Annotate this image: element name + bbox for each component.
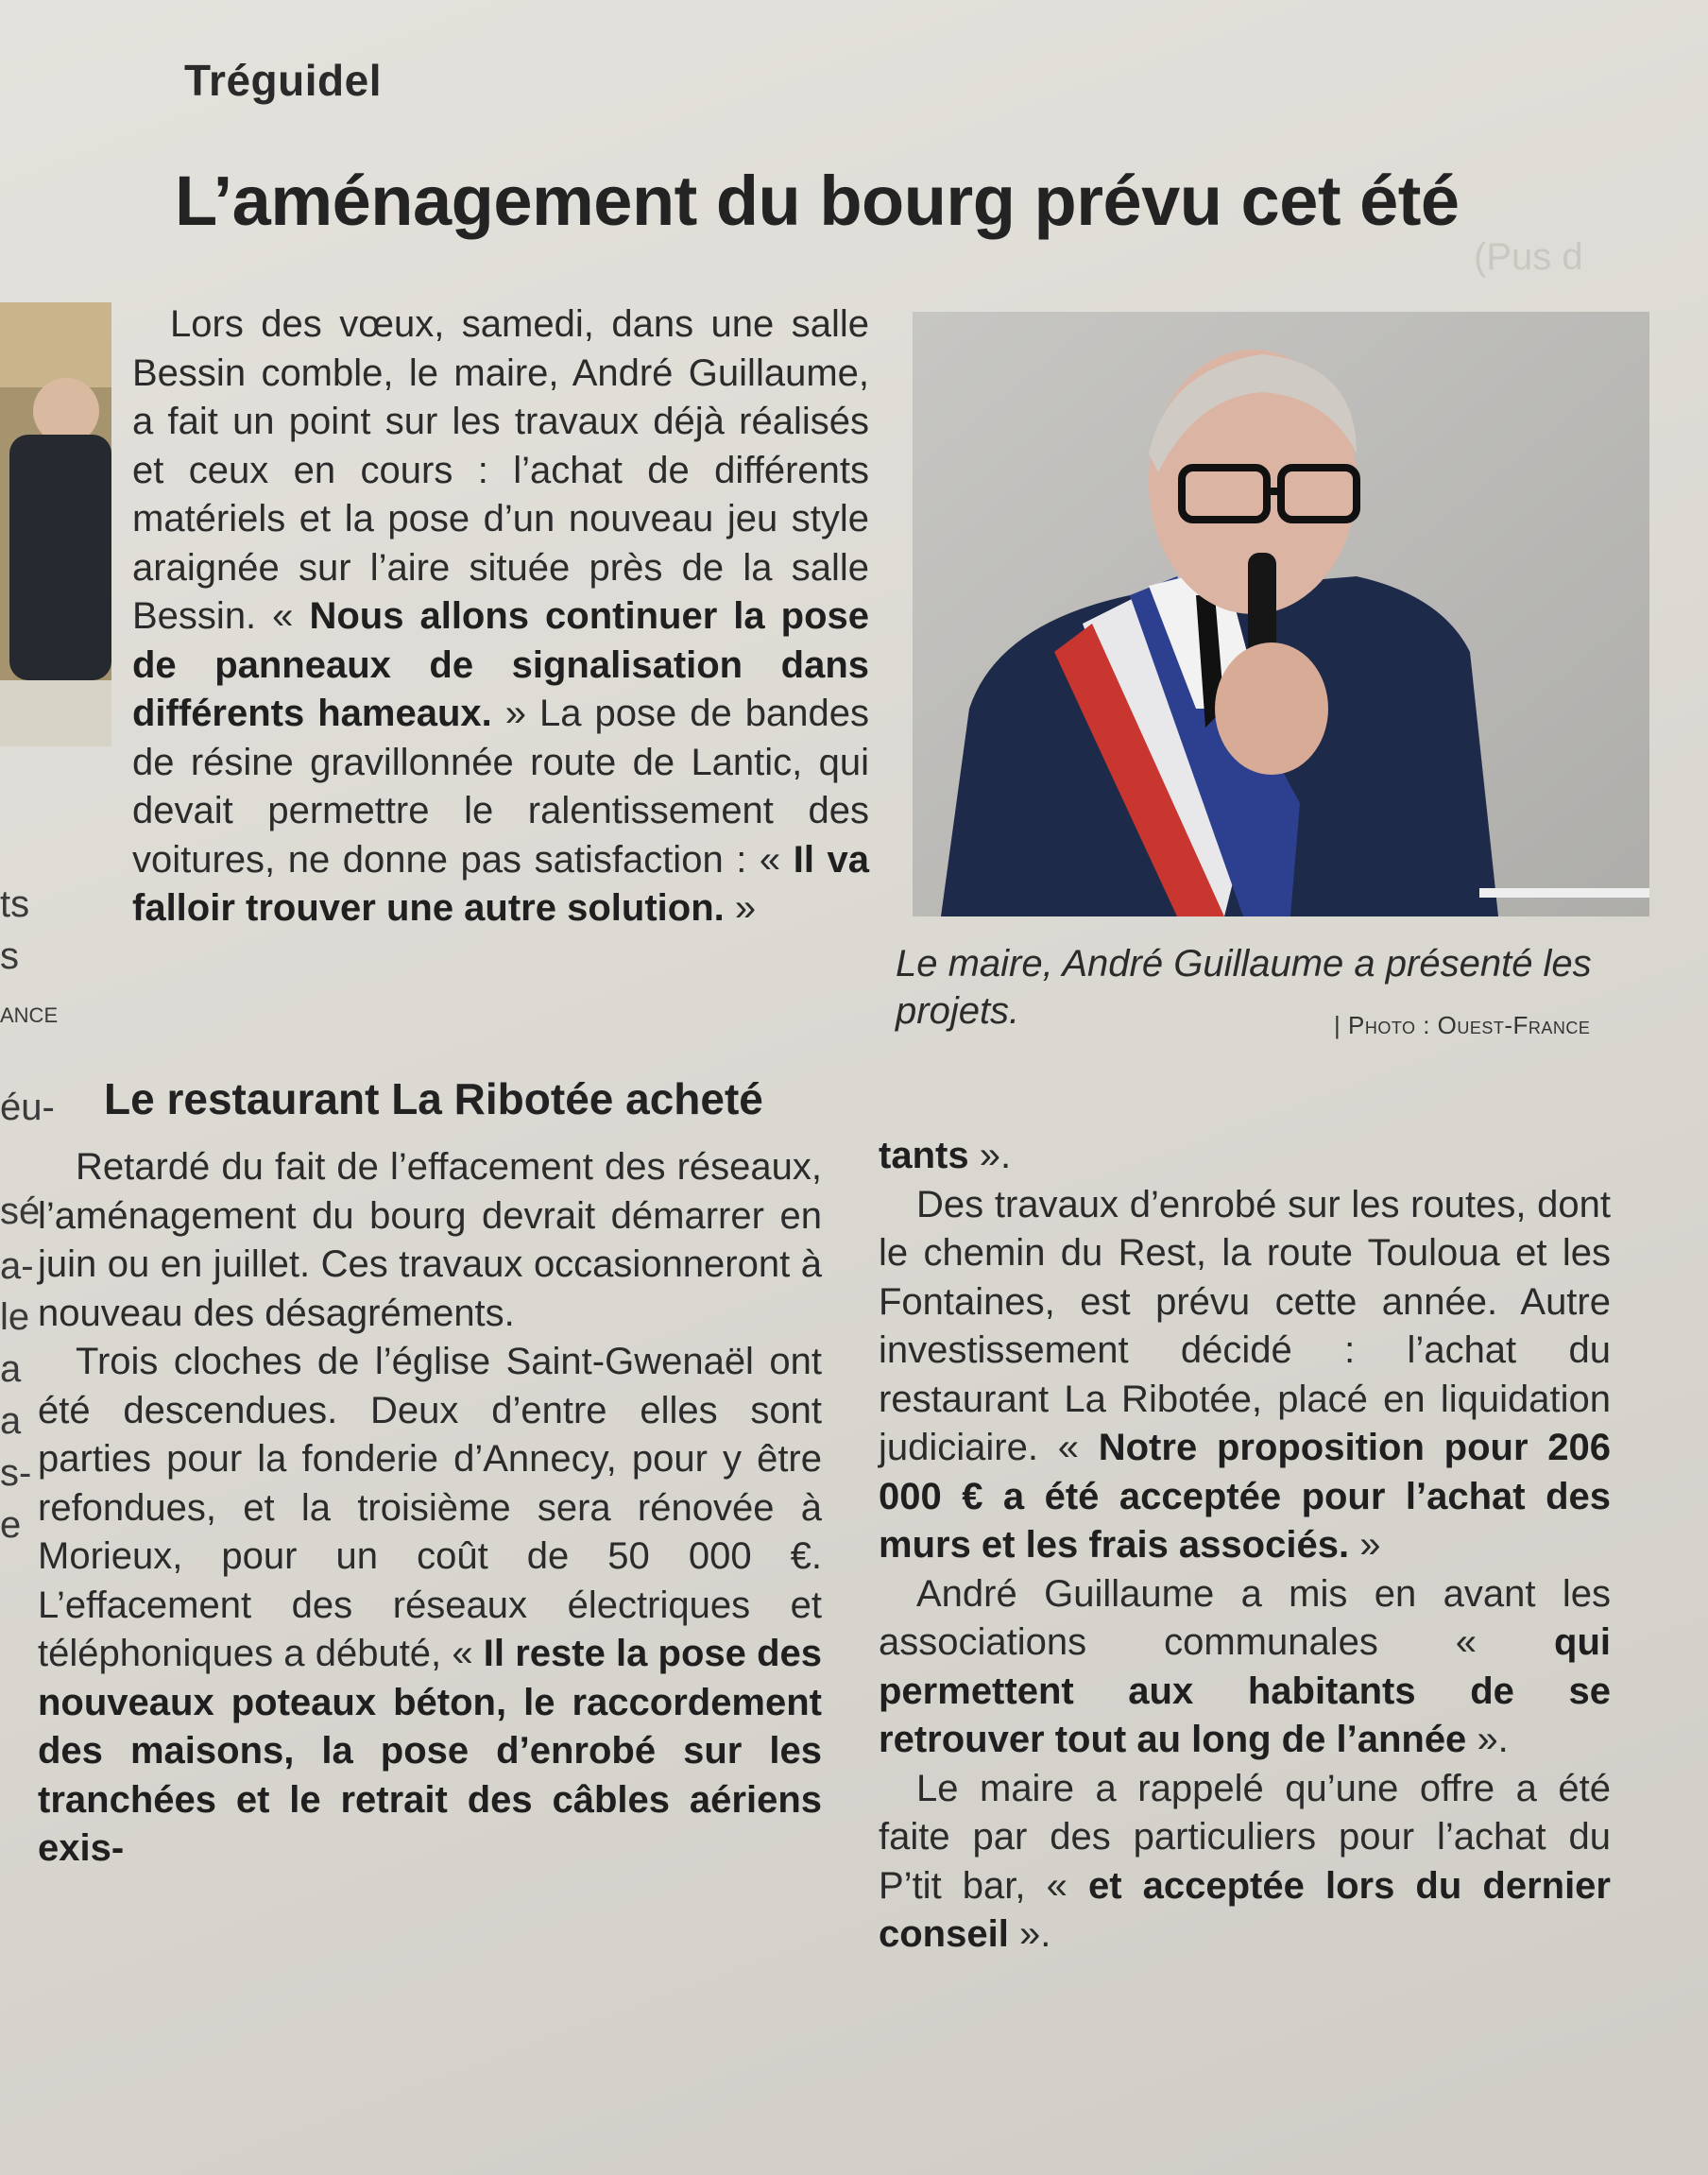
article-column-intro bbox=[132, 300, 869, 933]
quote-bold: Il va falloir trouver une autre solution. bbox=[132, 838, 869, 929]
photo-credit: | Photo : Ouest-France bbox=[1334, 1011, 1591, 1039]
quote-bold: et acceptée lors du dernier conseil bbox=[879, 1864, 1611, 1955]
adjacent-text-fragment: a- bbox=[0, 1245, 34, 1287]
adjacent-text-fragment: s bbox=[0, 935, 19, 977]
quote-bold: Il reste la pose des nouveaux poteaux béton, le raccordement des maisons, la pose d’enrobé sur les tranchées et le retrait des câbles aériens exis- bbox=[38, 1633, 822, 1869]
adjacent-text-fragment: a bbox=[0, 1348, 22, 1390]
intro-paragraph: Lors des vœux, samedi, dans une salle Bessin comble, le maire, André Guillaume, a fait un point sur les travaux déjà réalisés et ceux en cours : l’achat de différents matériels et la pose d’un nouveau jeu style araignée sur l’aire située près de la salle Bessin. « Nous allons continuer la pose de panneaux de signalisation dans différents hameaux. » La pose de bandes de résine gravillonnée route de Lantic, qui devait permettre le ralentissement des voitures, ne donne pas satisfaction : « Il va falloir trouver une autre solution. » bbox=[132, 303, 870, 929]
body-paragraph: Le maire a rappelé qu’une offre a été faite par des particuliers pour l’achat du P’tit bar, « et acceptée lors du dernier conseil ». bbox=[879, 1767, 1611, 1955]
quote-bold: Nous allons continuer la pose de panneaux de signalisation dans différents hameaux. bbox=[132, 595, 870, 734]
adjacent-text-fragment: e bbox=[0, 1504, 22, 1546]
body-paragraph: Trois cloches de l’église Saint-Gwenaël ont été descendues. Deux d’entre elles sont parties pour la fonderie d’Annecy, pour y être refondues, et la troisième sera rénovée à Morieux, pour un coût de 50 000 €. L’effacement des réseaux électriques et téléphoniques a débuté, « Il reste la pose des nouveaux poteaux béton, le raccordement des maisons, la pose d’enrobé sur les tranchées et le retrait des câbles aériens exis- bbox=[38, 1341, 822, 1869]
adjacent-text-fragment: le bbox=[0, 1296, 30, 1338]
adjacent-text-fragment: sé bbox=[0, 1190, 41, 1232]
body-paragraph: André Guillaume a mis en avant les associations communales « qui permettent aux habitants de se retrouver tout au long de l’année ». bbox=[879, 1572, 1611, 1760]
article-kicker: Tréguidel bbox=[184, 56, 382, 105]
show-through-text: (Pus d bbox=[1474, 236, 1583, 278]
continued-quote: tants ». bbox=[879, 1135, 1012, 1176]
mayor-photo bbox=[913, 312, 1649, 916]
adjacent-text-fragment: s- bbox=[0, 1452, 32, 1494]
photo-caption: Le maire, André Guillaume a présenté les projets. bbox=[896, 943, 1592, 1032]
article-column-right bbox=[879, 1132, 1611, 1960]
body-paragraph: Des travaux d’enrobé sur les routes, dont le chemin du Rest, la route Touloua et les Fontaines, est prévu cette année. Autre investissement décidé : l’achat du restaurant La Ribotée, placé en liquidation judiciaire. « Notre proposition pour 206 000 € a été acceptée pour l’achat des murs et les frais associés. » bbox=[879, 1183, 1612, 1566]
article-headline: L’aménagement du bourg prévu cet été bbox=[175, 162, 1460, 240]
body-paragraph: Retardé du fait de l’effacement des réseaux, l’aménagement du bourg devrait démarrer en juin ou en juillet. Ces travaux occasionneront à nouveau des désagréments. bbox=[38, 1146, 822, 1334]
adjacent-text-fragment: a bbox=[0, 1400, 22, 1442]
article-column-left bbox=[38, 1070, 822, 1874]
adjacent-text-fragment: ANCE bbox=[0, 1003, 59, 1027]
quote-bold: tants bbox=[879, 1135, 969, 1176]
adjacent-text-fragment: éu- bbox=[0, 1087, 55, 1128]
quote-bold: Notre proposition pour 206 000 € a été acceptée pour l’achat des murs et les frais associés. bbox=[879, 1427, 1612, 1566]
adjacent-text-fragment: ts bbox=[0, 883, 30, 925]
adjacent-article-photo bbox=[0, 302, 111, 746]
quote-bold: qui permettent aux habitants de se retrouver tout au long de l’année bbox=[879, 1621, 1611, 1760]
article-subhead: Le restaurant La Ribotée acheté bbox=[104, 1074, 763, 1123]
